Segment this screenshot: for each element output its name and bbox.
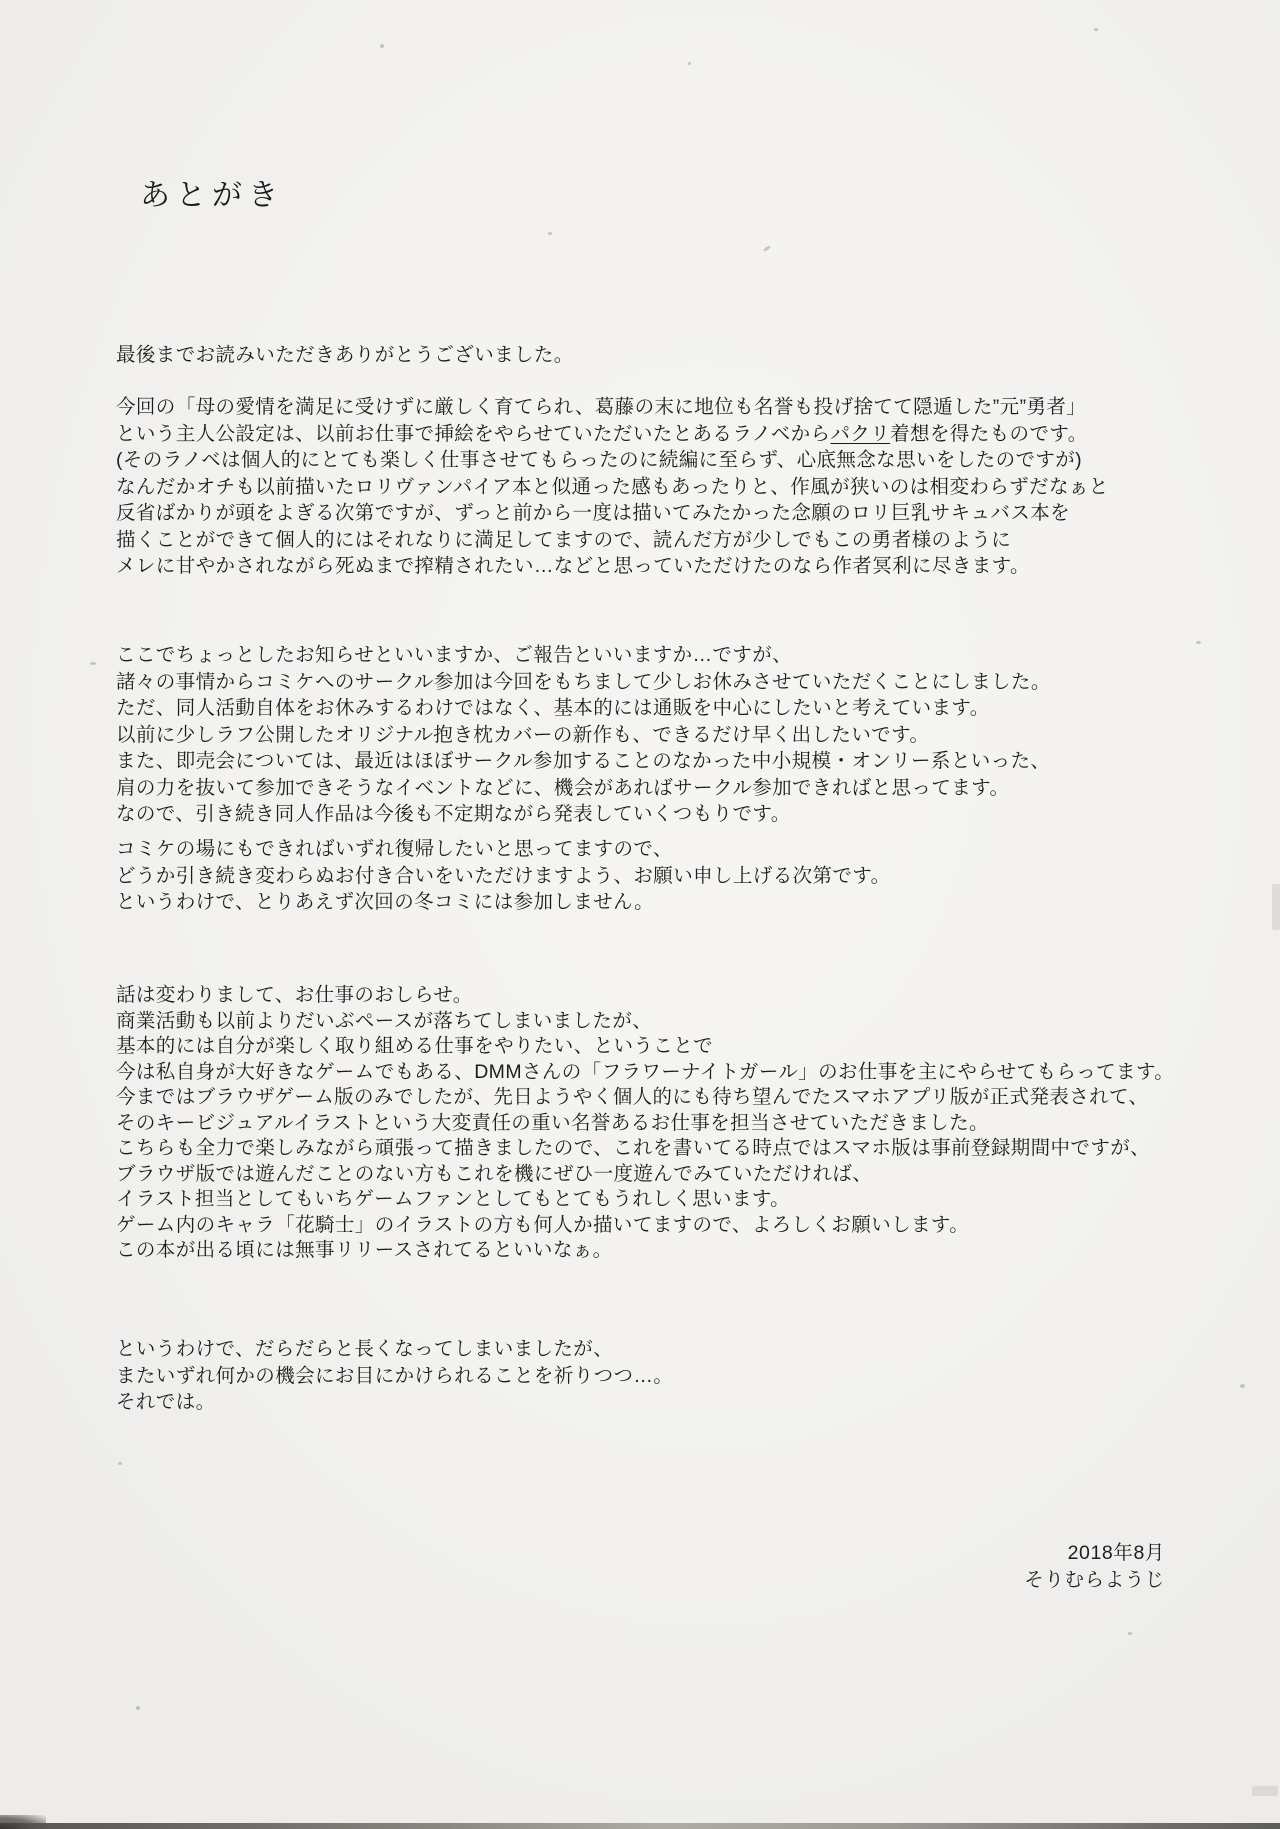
paragraph-closing (116, 1336, 673, 1416)
scan-speck (548, 232, 552, 235)
text-line: なので、引き続き同人作品は今後も不定期ながら発表していくつもりです。 (116, 803, 791, 825)
paragraph-book-concept (116, 394, 1109, 580)
scan-speck (1240, 1384, 1245, 1388)
paragraph-comiket-announcement (116, 642, 1051, 828)
text-line: 基本的には自分が楽しく取り組める仕事をやりたい、ということで (116, 1035, 714, 1057)
text-segment: 着想を得たものです。 (890, 422, 1088, 445)
text-line: 話は変わりまして、お仕事のおしらせ。 (116, 984, 473, 1006)
scan-edge-smudge (1272, 884, 1280, 930)
text-line: メレに甘やかされながら死ぬまで搾精されたい…などと思っていただけたのなら作者冥利に尽きます。 (116, 555, 1030, 577)
text-line: 今回の「母の愛情を満足に受けずに厳しく育てられ、葛藤の末に地位も名誉も投げ捨てて隠遁した”元”勇者」 (116, 396, 1087, 418)
scan-speck (763, 245, 771, 252)
text-line: どうか引き続き変わらぬお付き合いをいただけますよう、お願い申し上げる次第です。 (116, 864, 891, 887)
text-line: そのキービジュアルイラストという大変責任の重い名誉あるお仕事を担当させていただきました。 (116, 1111, 989, 1134)
text-line: それでは。 (116, 1391, 216, 1413)
text-line (116, 421, 1109, 448)
paragraph-work-news (116, 983, 1174, 1264)
text-line: 肩の力を抜いて参加できそうなイベントなどに、機会があればサークル参加できればと思ってます。 (116, 776, 1010, 799)
text-line: ゲーム内のキャラ「花騎士」のイラストの方も何人か描いてますので、よろしくお願いします。 (116, 1213, 970, 1236)
text-line: ただ、同人活動自体をお休みするわけではなく、基本的には通販を中心にしたいと考えています。 (116, 697, 990, 719)
text-line: ブラウザ版では遊んだことのない方もこれを機にぜひ一度遊んでみていただければ、 (116, 1162, 873, 1185)
text-line: こちらも全力で楽しみながら頑張って描きましたので、これを書いてる時点ではスマホ版は事前登録期間中ですが、 (116, 1137, 1151, 1159)
text-line: イラスト担当としてもいちゲームファンとしてもとてもうれしく思います。 (116, 1188, 791, 1210)
text-line: というわけで、とりあえず次回の冬コミには参加しません。 (116, 891, 655, 913)
text-line: コミケの場にもできればいずれ復帰したいと思ってますので、 (116, 838, 673, 860)
text-line: 今は私自身が大好きなゲームでもある、DMMさんの「フラワーナイトガール」のお仕事を主にやらせてもらってます。 (116, 1060, 1175, 1083)
text-segment-underlined: パクリ (830, 422, 891, 445)
text-segment: という主人公設定は、以前お仕事で挿絵をやらせていただいたとあるラノベから (116, 422, 831, 445)
scan-speck (688, 62, 691, 65)
scan-speck (380, 44, 384, 48)
text-line: またいずれ何かの機会にお目にかけられることを祈りつつ…。 (116, 1364, 674, 1387)
text-line: この本が出る頃には無事リリースされてるといいなぁ。 (116, 1239, 613, 1261)
paragraph-comiket-return (116, 836, 891, 916)
signature-name: そりむらようじ (1024, 1569, 1165, 1591)
text-line: 以前に少しラフ公開したオリジナル抱き枕カバーの新作も、できるだけ早く出したいです。 (116, 723, 930, 746)
scan-edge-artifact (0, 1823, 1280, 1829)
scan-speck (1094, 28, 1098, 31)
scan-speck (1196, 641, 1201, 644)
signature-date: 2018年8月 (1067, 1542, 1165, 1564)
scan-speck (136, 1706, 140, 1710)
scan-speck (118, 1462, 122, 1465)
signature-block (1024, 1540, 1165, 1594)
scan-corner-artifact (0, 1815, 46, 1829)
text-line: 描くことができて個人的にはそれなりに満足してますので、読んだ方が少しでもこの勇者様のように (116, 528, 1012, 551)
paragraph-thanks (116, 342, 574, 369)
text-line: ここでちょっとしたお知らせといいますか、ご報告といいますか…ですが、 (116, 644, 793, 666)
scan-speck (1128, 1632, 1132, 1635)
text-line: 最後までお読みいただきありがとうございました。 (116, 344, 574, 366)
page-title: あとがき (140, 179, 284, 212)
text-line: 反省ばかりが頭をよぎる次第ですが、ずっと前から一度は描いてみたかった念願のロリ巨乳サキュバス本を (116, 502, 1071, 524)
text-line: (そのラノベは個人的にとても楽しく仕事させてもらったのに続編に至らず、心底無念な思いをしたのですが) (116, 449, 1083, 471)
text-line: というわけで、だらだらと長くなってしまいましたが、 (116, 1338, 614, 1360)
text-line: なんだかオチも以前描いたロリヴァンパイア本と似通った感もあったりと、作風が狭いのは相変わらずだなぁと (116, 475, 1109, 498)
text-line: 商業活動も以前よりだいぶペースが落ちてしまいましたが、 (116, 1009, 653, 1032)
text-line: 今まではブラウザゲーム版のみでしたが、先日ようやく個人的にも待ち望んでたスマホアプリ版が正式発表されて、 (116, 1086, 1149, 1108)
scan-speck (90, 662, 96, 665)
scan-edge-smudge (1252, 1786, 1278, 1796)
text-line: 諸々の事情からコミケへのサークル参加は今回をもちまして少しお休みさせていただくことにしました。 (116, 670, 1051, 693)
text-line: また、即売会については、最近はほぼサークル参加することのなかった中小規模・オンリー系といった、 (116, 750, 1051, 772)
